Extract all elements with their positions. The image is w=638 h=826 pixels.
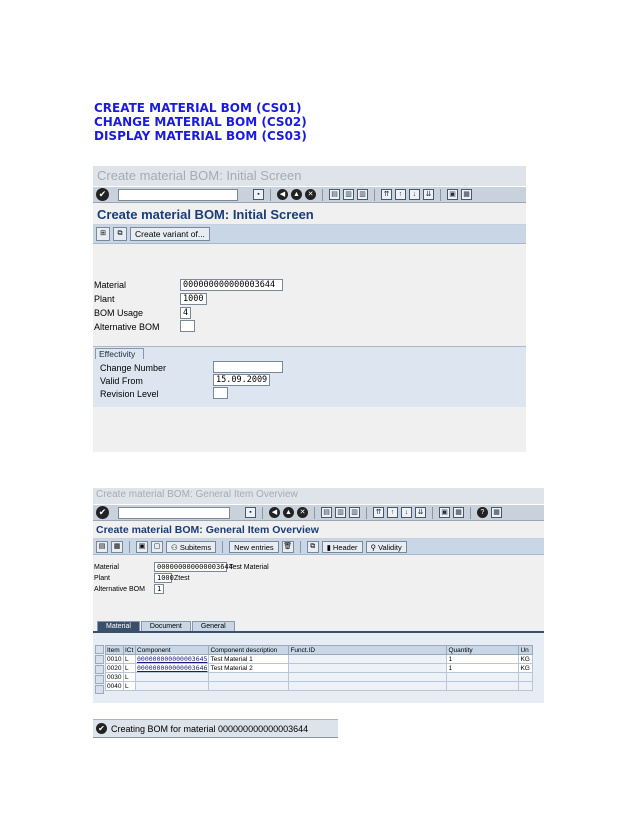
list-icon[interactable]: ▤ xyxy=(96,541,108,553)
revision-level-label: Revision Level xyxy=(100,389,159,399)
prev-page-icon[interactable]: ↑ xyxy=(395,189,406,200)
print-icon[interactable]: ▤ xyxy=(321,507,332,518)
revision-level-input[interactable] xyxy=(213,387,228,399)
back-icon[interactable]: ◀ xyxy=(269,507,280,518)
deselect-icon[interactable]: ▢ xyxy=(151,541,163,553)
heading-change: CHANGE MATERIAL BOM (CS02) xyxy=(94,115,307,129)
row-selector[interactable] xyxy=(95,675,104,684)
table-header-row xyxy=(106,646,533,655)
new-session-icon[interactable]: ▣ xyxy=(447,189,458,200)
plant-display[interactable]: 1000 xyxy=(154,573,172,583)
plant-label: Plant xyxy=(94,294,115,304)
select-all-rows[interactable] xyxy=(95,645,104,654)
col-item[interactable]: Item xyxy=(106,646,124,655)
enter-icon[interactable]: ✔ xyxy=(96,188,109,201)
row-selector[interactable] xyxy=(95,655,104,664)
new-entries-button[interactable]: New entries xyxy=(229,541,279,553)
detail-icon[interactable]: ▦ xyxy=(111,541,123,553)
page-title: Create material BOM: Initial Screen xyxy=(93,203,526,225)
tab-strip xyxy=(97,621,236,631)
save-icon[interactable]: ▪ xyxy=(245,507,256,518)
change-number-input[interactable] xyxy=(213,361,283,373)
material-display[interactable]: 000000000000003644 xyxy=(154,562,227,572)
copy-icon[interactable]: ⧉ xyxy=(307,541,319,553)
standard-toolbar-2 xyxy=(93,504,544,521)
plant-description: Ztest xyxy=(174,575,190,582)
subitems-button[interactable]: ⚇ Subitems xyxy=(166,541,216,553)
delete-icon[interactable]: 🗑 xyxy=(282,541,294,553)
find-icon[interactable]: ▥ xyxy=(343,189,354,200)
col-quantity[interactable]: Quantity xyxy=(447,646,519,655)
next-page-icon[interactable]: ↓ xyxy=(401,507,412,518)
table-row: 0030 L xyxy=(106,673,533,682)
status-message: Creating BOM for material 000000000000003644 xyxy=(111,723,309,734)
find-icon[interactable]: ▥ xyxy=(335,507,346,518)
alternative-bom-label: Alternative BOM xyxy=(94,322,160,332)
next-page-icon[interactable]: ↓ xyxy=(409,189,420,200)
shortcut-icon[interactable]: ▦ xyxy=(453,507,464,518)
material-description: Test Material xyxy=(229,564,269,571)
col-unit[interactable]: Un xyxy=(519,646,533,655)
item-table-panel xyxy=(93,631,544,703)
last-page-icon[interactable]: ⇊ xyxy=(415,507,426,518)
col-funct-id[interactable]: Funct.ID xyxy=(289,646,447,655)
create-variant-button[interactable]: Create variant of... xyxy=(130,227,210,241)
row-selector[interactable] xyxy=(95,665,104,674)
bom-usage-input[interactable]: 4 xyxy=(180,307,191,319)
table-row: 0040 L xyxy=(106,682,533,691)
command-field[interactable] xyxy=(118,189,238,201)
print-icon[interactable]: ▤ xyxy=(329,189,340,200)
back-icon[interactable]: ◀ xyxy=(277,189,288,200)
initial-screen xyxy=(93,166,526,452)
table-row: 0020 L 000000000000003646 Test Material 2 1 KG xyxy=(106,664,533,673)
shortcut-icon[interactable]: ▦ xyxy=(461,189,472,200)
exit-icon[interactable]: ▲ xyxy=(283,507,294,518)
heading-create: CREATE MATERIAL BOM (CS01) xyxy=(94,101,302,115)
effectivity-tab: Effectivity xyxy=(95,348,144,359)
alternative-bom-display[interactable]: 1 xyxy=(154,584,164,594)
material-label-2: Material xyxy=(94,564,119,571)
exit-icon[interactable]: ▲ xyxy=(291,189,302,200)
cancel-icon[interactable]: ✕ xyxy=(297,507,308,518)
row-selectors xyxy=(95,645,105,695)
application-toolbar xyxy=(93,225,526,244)
valid-from-label: Valid From xyxy=(100,376,143,386)
header-button[interactable]: ▮ Header xyxy=(322,541,363,553)
item-overview-screen xyxy=(93,488,544,703)
table-row: 0010 L 000000000000003645 Test Material 1 1 KG xyxy=(106,655,533,664)
change-number-label: Change Number xyxy=(100,363,167,373)
col-component-description[interactable]: Component description xyxy=(209,646,289,655)
bom-usage-label: BOM Usage xyxy=(94,308,144,318)
effectivity-group xyxy=(93,346,526,407)
standard-toolbar xyxy=(93,186,526,203)
plant-label-2: Plant xyxy=(94,575,110,582)
prev-page-icon[interactable]: ↑ xyxy=(387,507,398,518)
first-page-icon[interactable]: ⇈ xyxy=(373,507,384,518)
tab-document[interactable]: Document xyxy=(141,621,191,631)
page-title-2: Create material BOM: General Item Overview xyxy=(93,521,544,539)
application-toolbar-2 xyxy=(93,539,544,555)
validity-button[interactable]: ⚲ Validity xyxy=(366,541,407,553)
alternative-bom-input[interactable] xyxy=(180,320,195,332)
tab-material[interactable]: Material xyxy=(97,621,140,631)
window-title-2: Create material BOM: General Item Overview xyxy=(93,488,544,504)
status-bar xyxy=(93,719,338,738)
layout-icon[interactable]: ▦ xyxy=(491,507,502,518)
plant-input[interactable]: 1000 xyxy=(180,293,207,305)
cancel-icon[interactable]: ✕ xyxy=(305,189,316,200)
success-check-icon: ✔ xyxy=(96,723,107,734)
save-icon[interactable]: ▪ xyxy=(253,189,264,200)
window-title: Create material BOM: Initial Screen xyxy=(93,166,526,186)
first-page-icon[interactable]: ⇈ xyxy=(381,189,392,200)
find-next-icon[interactable]: ▥ xyxy=(349,507,360,518)
material-input[interactable]: 000000000000003644 xyxy=(180,279,283,291)
material-label: Material xyxy=(94,280,127,290)
col-component[interactable]: Component xyxy=(136,646,209,655)
tab-general[interactable]: General xyxy=(192,621,235,631)
alternative-bom-label-2: Alternative BOM xyxy=(94,586,145,593)
copy-icon[interactable]: ⧉ xyxy=(113,227,127,241)
help-icon[interactable]: ? xyxy=(477,507,488,518)
hierarchy-icon[interactable]: ⊞ xyxy=(96,227,110,241)
heading-display: DISPLAY MATERIAL BOM (CS03) xyxy=(94,129,307,143)
select-all-icon[interactable]: ▣ xyxy=(136,541,148,553)
valid-from-input[interactable]: 15.09.2009 xyxy=(213,374,270,386)
bom-item-table xyxy=(105,645,533,691)
col-ict[interactable]: ICt xyxy=(124,646,136,655)
new-session-icon[interactable]: ▣ xyxy=(439,507,450,518)
enter-icon[interactable]: ✔ xyxy=(96,506,109,519)
command-field[interactable] xyxy=(118,507,230,519)
find-next-icon[interactable]: ▥ xyxy=(357,189,368,200)
last-page-icon[interactable]: ⇊ xyxy=(423,189,434,200)
document-headings xyxy=(94,101,307,143)
row-selector[interactable] xyxy=(95,685,104,694)
